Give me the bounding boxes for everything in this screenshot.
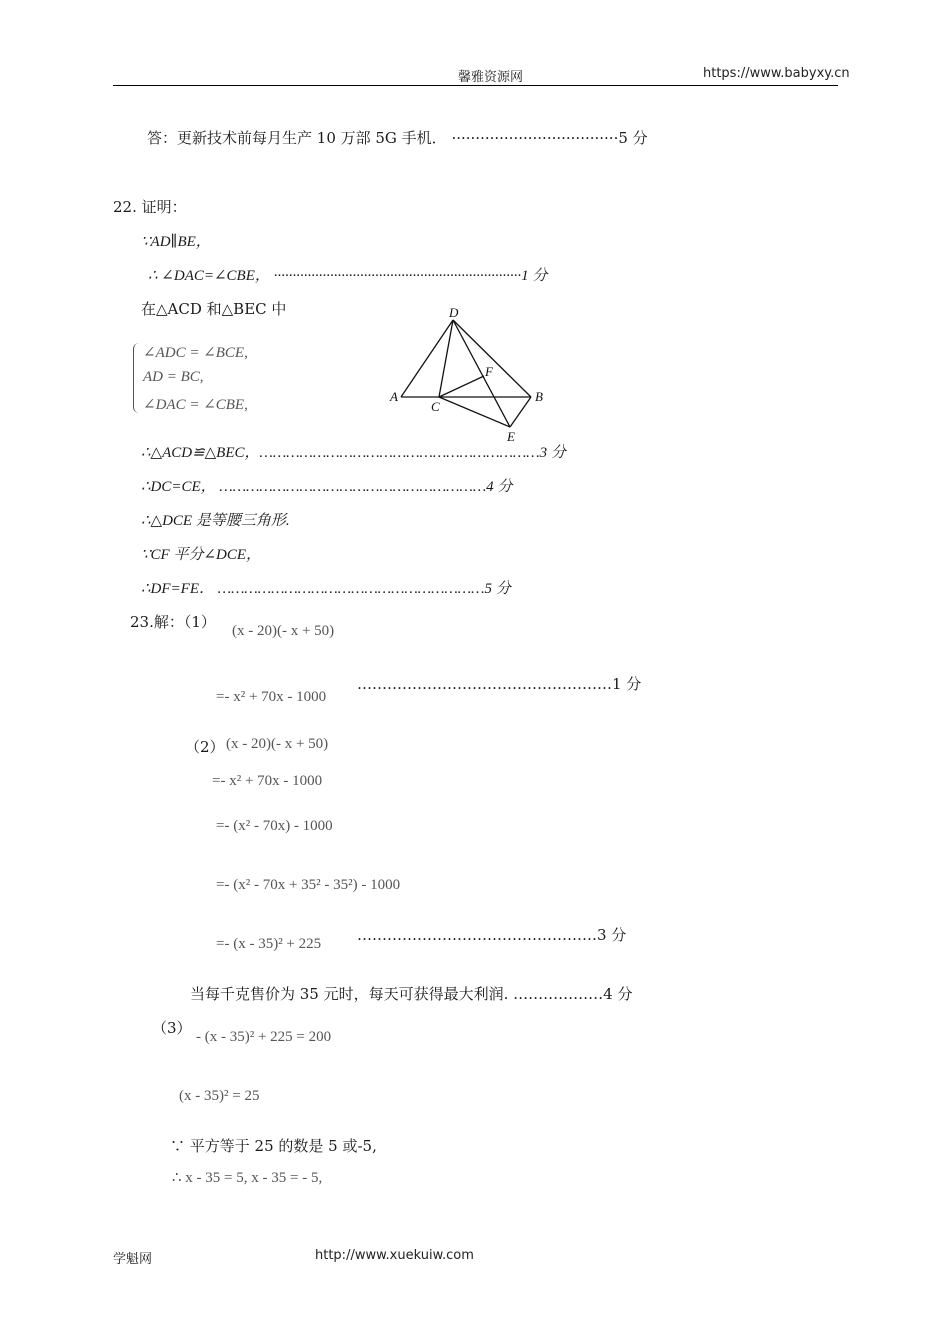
label-C: C	[431, 399, 440, 414]
q22-line2: ∴ ∠DAC=∠CBE， ··································································1 分	[148, 268, 548, 284]
segment-DA	[401, 320, 453, 397]
q23-p2-score: …………………………………………3 分	[357, 926, 627, 944]
header-site: 馨雅资源网	[458, 70, 524, 85]
answer-line: 答：更新技术前每月生产 10 万部 5G 手机． ···································5 分	[147, 129, 648, 147]
q23-p2-expr: (x - 20)(- x + 50)	[226, 736, 329, 752]
label-E: E	[507, 429, 515, 444]
q22-line7: ∵CF 平分∠DCE，	[141, 547, 262, 563]
q22-line8: ∴DF=FE． ……………………………………………………5 分	[141, 581, 511, 597]
footer-url[interactable]: http://www.xuekuiw.com	[315, 1248, 474, 1263]
q23-p2-step4: =- (x - 35)² + 225	[216, 936, 322, 952]
label-A: A	[390, 389, 398, 404]
q23-p2-conclusion: 当每千克售价为 35 元时，每天可获得最大利润. ………………4 分	[190, 985, 633, 1003]
geometry-figure	[380, 300, 560, 450]
header-url[interactable]: https://www.babyxy.cn	[703, 66, 850, 81]
segment-CE	[439, 397, 510, 427]
q23-p2-label: （2）	[185, 738, 225, 756]
q22-line6: ∴△DCE 是等腰三角形.	[141, 513, 290, 529]
q22-title: 22. 证明：	[113, 198, 187, 216]
q22-line5: ∴DC=CE， ……………………………………………………4 分	[141, 479, 513, 495]
q23-p2-step3: =- (x² - 70x + 35² - 35²) - 1000	[216, 877, 401, 893]
q23-p1-expr: (x - 20)(- x + 50)	[232, 623, 335, 639]
system-eq-3: ∠DAC = ∠CBE,	[143, 397, 248, 413]
q22-line4: ∴△ACD≌△BEC，………………………………………………………3 分	[141, 445, 566, 461]
q23-p3-label: （3）	[152, 1019, 192, 1037]
segment-CF	[439, 376, 484, 397]
system-brace	[133, 343, 140, 413]
system-eq-1: ∠ADC = ∠BCE,	[143, 345, 248, 361]
label-B: B	[535, 389, 543, 404]
label-F: F	[485, 364, 493, 379]
q23-p3-step1: - (x - 35)² + 225 = 200	[196, 1029, 332, 1045]
header-rule	[113, 85, 838, 86]
segment-DC	[439, 320, 453, 397]
label-D: D	[449, 305, 459, 320]
q23-title: 23.解：（1）	[130, 613, 216, 631]
system-eq-2: AD = BC,	[143, 369, 204, 385]
q23-p2-step1: =- x² + 70x - 1000	[212, 773, 323, 789]
segment-BE	[510, 397, 531, 427]
q23-p3-step2: (x - 35)² = 25	[179, 1088, 260, 1104]
q23-p1-result: =- x² + 70x - 1000	[216, 689, 327, 705]
q22-line1: ∵AD∥BE，	[141, 234, 211, 250]
footer-site: 学魁网	[113, 1252, 153, 1267]
q23-p3-step4: ∴ x - 35 = 5, x - 35 = - 5,	[172, 1170, 323, 1186]
q23-p1-score: ……………………………………………1 分	[357, 675, 642, 693]
q23-p3-step3: ∵ 平方等于 25 的数是 5 或-5,	[170, 1137, 377, 1155]
q23-p2-step2: =- (x² - 70x) - 1000	[216, 818, 333, 834]
q22-line3: 在△ACD 和△BEC 中	[141, 300, 287, 318]
segment-DE	[453, 320, 510, 427]
